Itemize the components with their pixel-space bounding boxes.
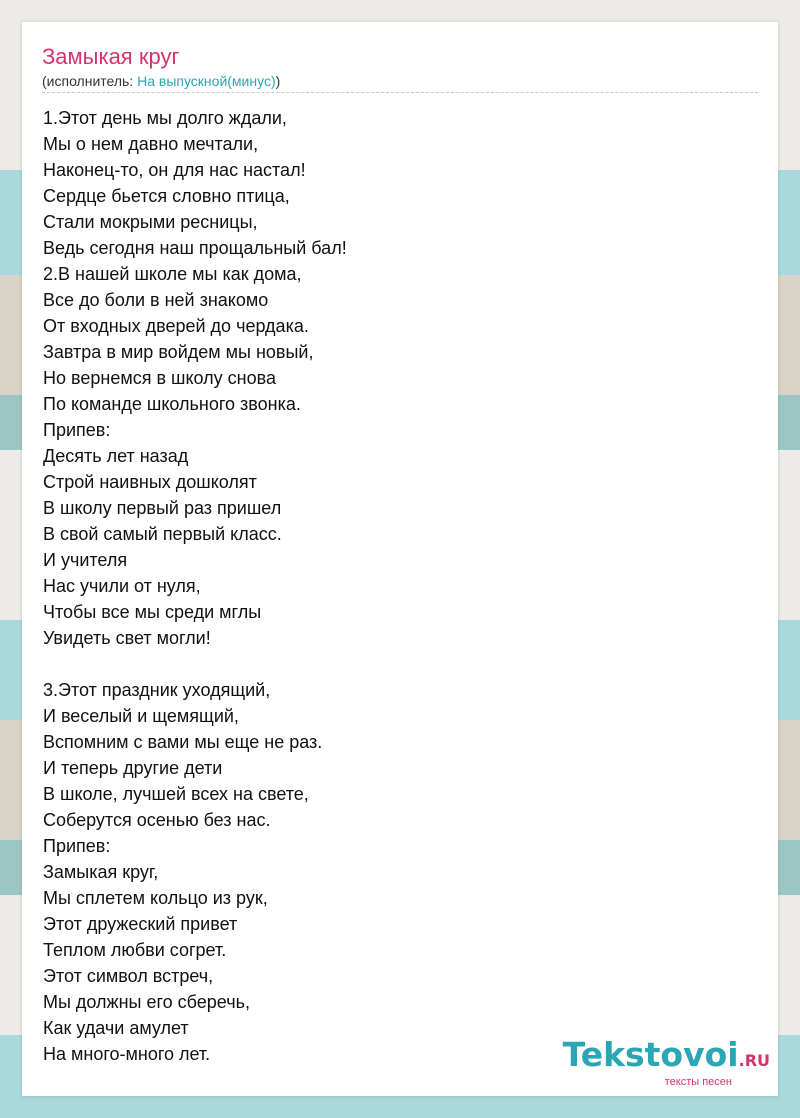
lyrics-line: Как удачи амулет	[43, 1018, 189, 1038]
lyrics-line: Мы о нем давно мечтали,	[43, 134, 259, 154]
lyrics-line: Сердце бьется словно птица,	[43, 186, 290, 206]
lyrics-line: Десять лет назад	[43, 446, 189, 466]
lyrics-line: Увидеть свет могли!	[43, 628, 211, 648]
lyrics-card	[22, 22, 778, 1096]
lyrics-line: Чтобы все мы среди мглы	[43, 602, 262, 622]
lyrics-line: Строй наивных дошколят	[43, 472, 257, 492]
divider	[42, 92, 758, 93]
lyrics-line: Нас учили от нуля,	[43, 576, 201, 596]
lyrics-line: Соберутся осенью без нас.	[43, 810, 271, 830]
artist-link[interactable]: На выпускной(минус)	[137, 73, 276, 89]
lyrics-line: Припев:	[43, 420, 111, 440]
lyrics-line: Припев:	[43, 836, 111, 856]
logo-name: Tekstovoi	[562, 1035, 739, 1074]
lyrics-line: От входных дверей до чердака.	[43, 316, 309, 336]
lyrics-line: 3.Этот праздник уходящий,	[43, 680, 271, 700]
logo-tagline: тексты песен	[664, 1076, 732, 1088]
lyrics-line: И веселый и щемящий,	[43, 706, 239, 726]
lyrics-line: Замыкая круг,	[43, 862, 159, 882]
site-logo[interactable]	[562, 1035, 770, 1088]
lyrics-line: 1.Этот день мы долго ждали,	[43, 108, 287, 128]
lyrics-line: По команде школьного звонка.	[43, 394, 301, 414]
logo-tld: .RU	[738, 1051, 770, 1070]
lyrics-line: Мы должны его сберечь,	[43, 992, 250, 1012]
song-title: Замыкая круг	[42, 44, 180, 69]
lyrics-line: Теплом любви согрет.	[43, 940, 227, 960]
lyrics-line: Мы сплетем кольцо из рук,	[43, 888, 268, 908]
lyrics-line: Этот дружеский привет	[43, 914, 238, 934]
lyrics-line: Этот символ встреч,	[43, 966, 214, 986]
lyrics-line: Вспомним с вами мы еще не раз.	[43, 732, 323, 752]
lyrics-line: В свой самый первый класс.	[43, 524, 282, 544]
lyrics-line: На много-много лет.	[43, 1044, 211, 1064]
lyrics-line: 2.В нашей школе мы как дома,	[43, 264, 302, 284]
lyrics-body	[43, 105, 743, 1067]
lyrics-line: Ведь сегодня наш прощальный бал!	[43, 238, 347, 258]
lyrics-line: Наконец-то, он для нас настал!	[43, 160, 306, 180]
lyrics-line: Завтра в мир войдем мы новый,	[43, 342, 314, 362]
artist-line	[42, 73, 280, 89]
logo-wordmark	[562, 1035, 770, 1078]
lyrics-line: Но вернемся в школу снова	[43, 368, 276, 388]
lyrics-line: Все до боли в ней знакомо	[43, 290, 269, 310]
lyrics-line: И теперь другие дети	[43, 758, 223, 778]
artist-suffix: )	[275, 73, 281, 89]
lyrics-line: И учителя	[43, 550, 128, 570]
lyrics-line	[43, 651, 743, 677]
lyrics-line: Стали мокрыми ресницы,	[43, 212, 258, 232]
lyrics-line: В школе, лучшей всех на свете,	[43, 784, 309, 804]
lyrics-line: В школу первый раз пришел	[43, 498, 282, 518]
artist-prefix: (исполнитель:	[42, 73, 138, 89]
